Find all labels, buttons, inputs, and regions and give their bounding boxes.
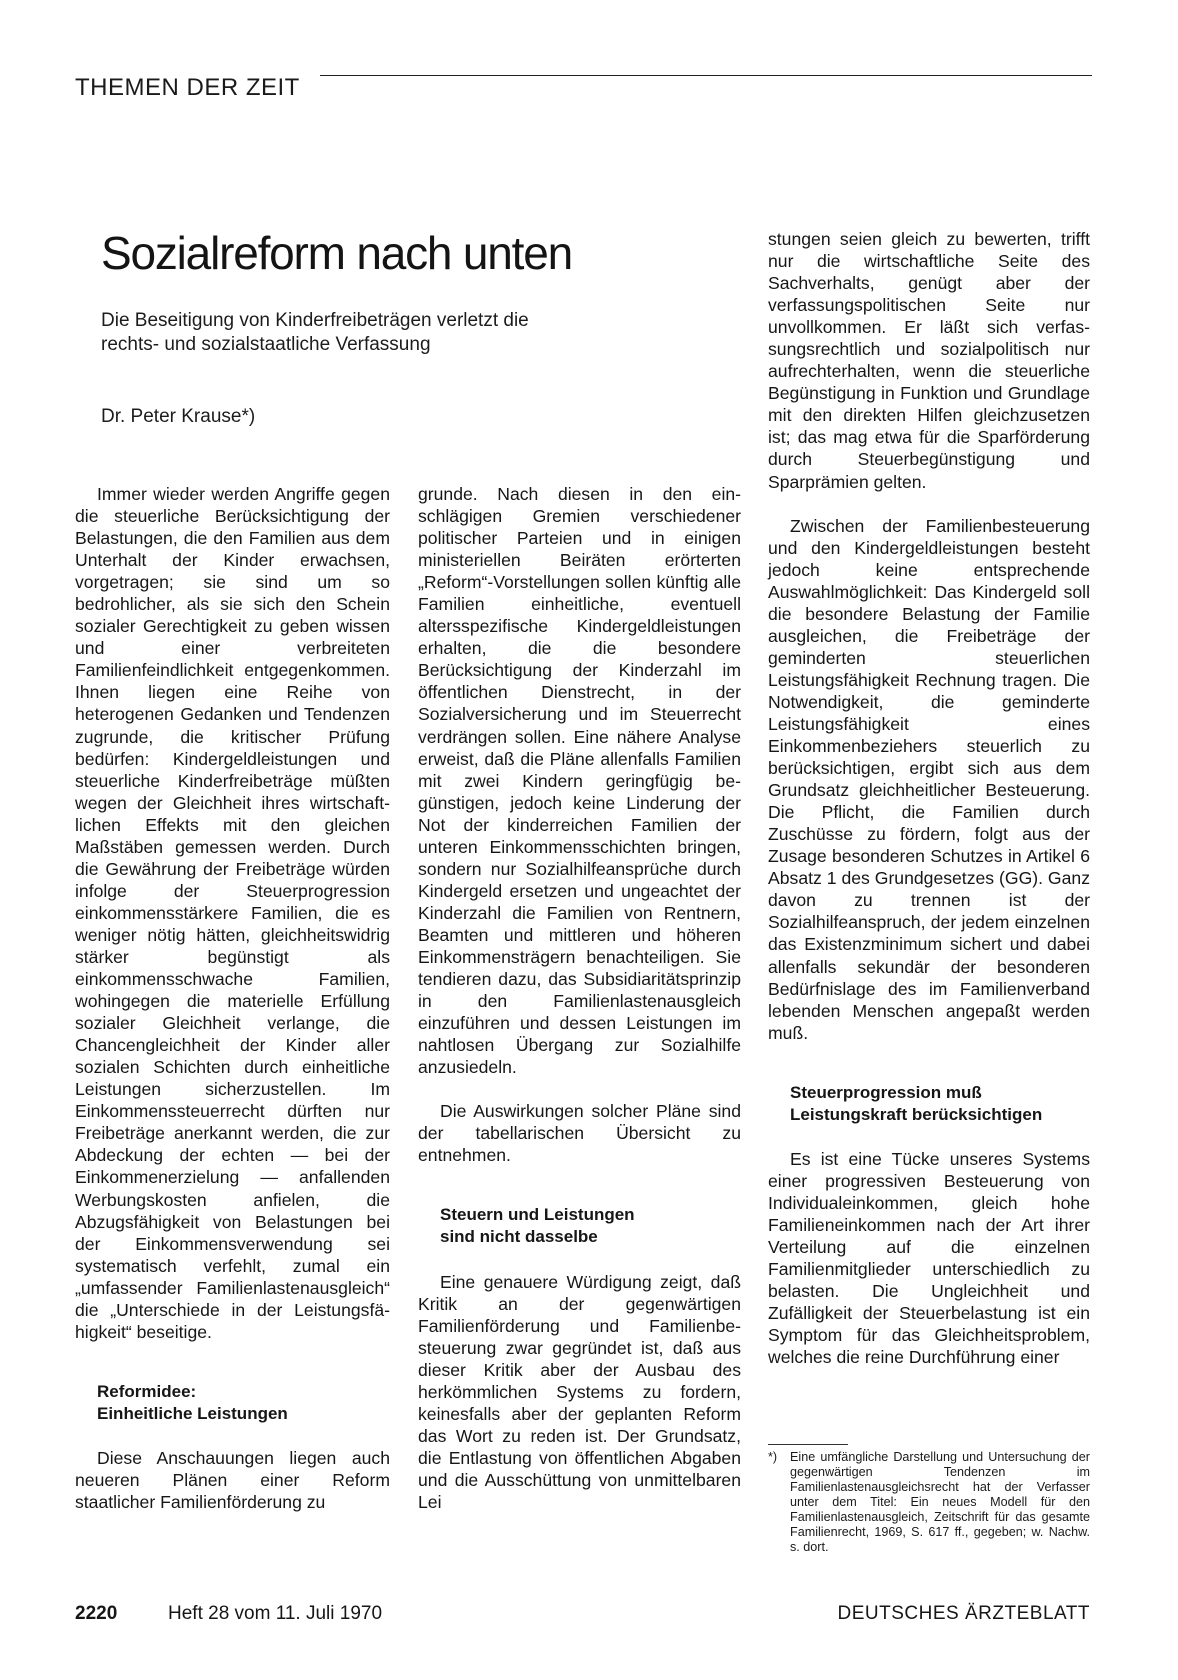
article-author: Dr. Peter Krause*)	[101, 406, 256, 427]
paragraph: grunde. Nach diesen in den einschlägigen Gremien verschiedener politischer Parteien und in einigen ministeriellen Beiräten erörterten „Reform“-Vorstellungen sollen künftig alle Familien einheitliche, eventuell altersspezifische Kindergeldleistungen erhalten, die die besondere Berücksichtigung der Kinderzahl im öffentlichen Dienstrecht, in der Sozialversicherung und im Steuerrecht verdrängen sollen. Eine nähere Analyse erweist, daß die Pläne allenfalls Familien mit zwei Kindern geringfügig begünstigen, jedoch keine Linderung der Not der kinderreichen Familien der unteren Einkommensschichten bringen, sondern nur Sozialhilfeansprüche durch Kindergeld ersetzen und ungeachtet der Kinderzahl die Familien von Rentnern, Beamten und mittleren und höheren Einkommensträgern benachteiligen. Sie tendieren dazu, das Subsidiaritätsprinzip in den Familienlastenausgleich einzuführen und dessen Leistungen im nahtlosen Übergang zur Sozialhilfe anzusiedeln.	[418, 484, 741, 1078]
spacer	[418, 1078, 741, 1100]
subheading: Reformidee:	[97, 1381, 197, 1401]
paragraph: Die Auswirkungen solcher Pläne sind der tabellarischen Übersicht zu entnehmen.	[418, 1101, 741, 1166]
journal-name: DEUTSCHES ÄRZTEBLATT	[837, 1603, 1090, 1624]
spacer	[418, 1249, 741, 1271]
spacer	[768, 1044, 1090, 1082]
footnote	[768, 1450, 1090, 1555]
article-title: Sozialreform nach unten	[101, 227, 573, 279]
issue-info: Heft 28 vom 11. Juli 1970	[168, 1603, 383, 1624]
section-label: THEMEN DER ZEIT	[75, 74, 300, 101]
footnote-mark: *)	[768, 1450, 778, 1464]
page-number: 2220	[75, 1603, 118, 1624]
spacer	[418, 1166, 741, 1204]
column-1	[75, 483, 390, 1513]
header-rule	[320, 75, 1092, 76]
column-2	[418, 483, 741, 1513]
paragraph: Es ist eine Tücke unseres Systems einer progressiven Besteuerung von Individualeinkommen, gleich hohe Familieneinkommen nach der Art ihrer Verteilung auf die einzelnen Familienmitglieder unterschiedlich zu belasten. Die Ungleichheit und Zufälligkeit der Steuerbelastung ist ein Symptom für das Gleichheitsproblem, welches die reine Durchführung einer	[768, 1148, 1090, 1368]
subheading: Steuern und Leistungen	[440, 1205, 635, 1225]
footnote-text: Eine umfängliche Darstellung und Untersuchung der gegenwärtigen Tendenzen im Familienlastenausgleichsrecht hat der Verfasser unter dem Titel: Ein neues Modell für den Familienlastenausgleich, Zeitschrift für das gesamte Familienrecht, 1969, S. 617 ff., gegeben; w. Nachw. s. dort.	[790, 1450, 1090, 1554]
spacer	[768, 493, 1090, 515]
paragraph: Diese Anschauungen liegen auch neueren Plänen einer Reform staatlicher Familienförderung zu	[75, 1447, 390, 1513]
paragraph: stungen seien gleich zu bewerten, trifft nur die wirtschaftliche Seite des Sachverhalts, genügt aber der verfassungspolitischen Seite nur unvollkommen. Er läßt sich verfassungsrechtlich und sozialpolitisch nur aufrechterhalten, wenn die steuerliche Begünstigung in Funktion und Grundlage mit den direkten Hilfen gleichzusetzen ist; das mag etwa für die Sparförderung durch Steuerbegünstigung und Sparprämien gelten.	[768, 229, 1090, 492]
subheading: Leistungskraft berücksichtigen	[790, 1104, 1043, 1124]
footnote-rule	[768, 1444, 848, 1445]
paragraph: Eine genauere Würdigung zeigt, daß Kritik an der gegenwärtigen Familienförderung und Familienbesteuerung zwar gegründet ist, daß aus dieser Kritik aber der Ausbau des herkömmlichen Systems zu fordern, keinesfalls aber der geplanten Reform das Wort zu reden ist. Der Grundsatz, die Entlastung von öffentlichen Abgaben und die Ausschüttung von unmittelbaren Lei	[418, 1271, 741, 1512]
subheading: Steuerprogression muß	[790, 1082, 982, 1102]
article-subtitle: Die Beseitigung von Kinderfreibeträgen verletzt die rechts- und sozialstaatliche Verfassung	[101, 310, 529, 355]
column-3	[768, 228, 1090, 1368]
paragraph: Zwischen der Familienbesteuerung und den Kindergeldleistungen besteht jedoch keine entsprechende Auswahlmöglichkeit: Das Kindergeld soll die besondere Belastung der Familie ausgleichen, die Freibeträge der geminderten steuerlichen Leistungsfähigkeit Rechnung tragen. Die Notwendigkeit, die geminderte Leistungsfähigkeit eines Einkommenbeziehers steuerlich zu berücksichtigen, ergibt sich aus dem Grundsatz gleichheitlicher Besteuerung. Die Pflicht, die Familien durch Zuschüsse zu fördern, folgt aus der Zusage besonderen Schutzes in Artikel 6 Absatz 1 des Grundgesetzes (GG). Ganz davon zu trennen ist der Sozialhilfeanspruch, der jedem einzelnen das Existenzminimum sichert und dabei allenfalls sekundär der besonderen Bedürfnislage des im Familienverband lebenden Menschen angepaßt werden muß.	[768, 515, 1090, 1043]
subheading: sind nicht dasselbe	[440, 1227, 598, 1247]
paragraph: Immer wieder werden Angriffe gegen die steuerliche Berücksichtigung der Belastungen, die den Familien aus dem Unterhalt der Kinder erwachsen, vorgetragen; sie sind um so bedrohlicher, als sie sich den Schein sozialer Gerechtigkeit zu geben wissen und einer verbreiteten Familienfeindlichkeit entgegenkommen. Ihnen liegen eine Reihe von heterogenen Gedanken und Tendenzen zugrunde, die kritischer Prüfung bedürfen: Kindergeldleistungen und steuerliche Kinderfreibeträge müßten wegen der Gleichheit ihres wirtschaftlichen Effekts mit den gleichen Maßstäben gemessen werden. Durch die Gewährung der Freibeträge würden infolge der Steuerprogression einkommensstärkere Familien, die es weniger nötig hätten, gleichheitswidrig stärker begünstigt als einkommensschwache Familien, wohingegen die materielle Erfüllung sozialer Gleichheit verlange, die Chancengleichheit der Kinder aller sozialen Schichten durch einheitliche Leistungen sicherzustellen. Im Einkommenssteuerrecht dürften nur Freibeträge anerkannt werden, die zur Abdeckung der echten — bei der Einkommenerzielung — anfallenden Werbungskosten anfielen, die Abzugsfähigkeit von Belastungen bei der Einkommensverwendung sei systematisch verfehlt, zumal ein „umfassender Familienlastenausgleich“ die „Unterschiede in der Leistungsfähigkeit“ beseitige.	[75, 484, 390, 1342]
spacer	[768, 1126, 1090, 1148]
subheading: Einheitliche Leistungen	[97, 1403, 288, 1423]
